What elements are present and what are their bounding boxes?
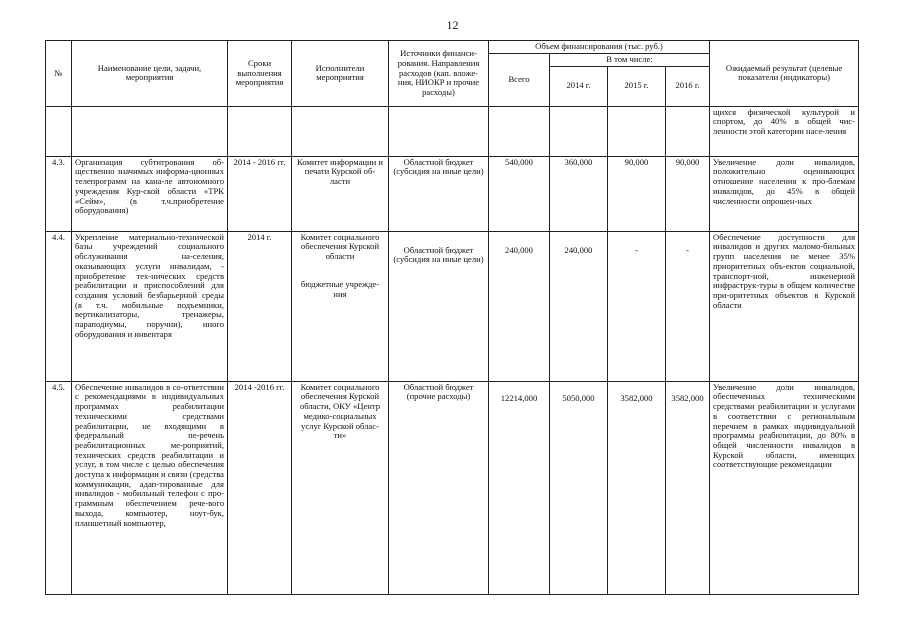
header-total: Всего bbox=[489, 54, 550, 107]
row-executors-main: Комитет социального обеспечения Курской области bbox=[300, 231, 380, 262]
row-terms bbox=[228, 106, 292, 156]
header-including: В том числе: bbox=[550, 54, 710, 67]
header-no: № bbox=[46, 41, 72, 107]
row-name: Организация субтитрования об-щественно значимых информа-ционных телепрограмм на кана-ле автономного учреждения Кур-ской области «ТРК «Сейм», (в т.ч.приобретение оборудования) bbox=[72, 156, 228, 231]
header-terms: Сроки выполнения мероприятия bbox=[228, 41, 292, 107]
row-total: 540,000 bbox=[489, 156, 550, 231]
row-result: Увеличение доли инвалидов, обеспеченных техническими средствами реабилитации и услугами в соответствии с региональным перечнем в рамках индивидуальной программы реабилитации, до 80% в общей численности инвалидов в Курской области, имеющих соответствующие рекомендации bbox=[710, 381, 859, 594]
row-no bbox=[46, 106, 72, 156]
row-result: щихся физической культурой и спортом, до 40% в общей чис-ленности этой категории насе-ления bbox=[710, 106, 859, 156]
row-no: 4.3. bbox=[46, 156, 72, 231]
header-2014: 2014 г. bbox=[550, 66, 608, 106]
header-result: Ожидаемый результат (целевые показатели (индикаторы) bbox=[710, 41, 859, 107]
row-name bbox=[72, 106, 228, 156]
table-row bbox=[46, 156, 859, 231]
table-row bbox=[46, 231, 859, 381]
table-row bbox=[46, 106, 859, 156]
row-2014: 5050,000 bbox=[550, 381, 608, 594]
row-executors: Комитет социального обеспечения Курской области, ОКУ «Центр медико-социальных услуг Курской облас-ти» bbox=[292, 381, 389, 594]
row-2014: 240,000 bbox=[550, 231, 608, 381]
row-no: 4.4. bbox=[46, 231, 72, 381]
row-2015: - bbox=[608, 231, 666, 381]
row-result: Увеличение доли инвалидов, положительно оценивающих отношение населения к про-блемам инвалидов, до 45% в общей численности опрошен-ных bbox=[710, 156, 859, 231]
header-funding: Объем финансирования (тыс. руб.) bbox=[489, 41, 710, 54]
row-2015: 90,000 bbox=[608, 156, 666, 231]
row-2016: 3582,000 bbox=[666, 381, 710, 594]
row-executors: Комитет информации и печати Курской об-ласти bbox=[292, 156, 389, 231]
row-sources: Областной бюджет (прочие расходы) bbox=[389, 381, 489, 594]
row-executors-secondary: бюджетные учрежде-ния bbox=[300, 278, 380, 299]
row-total: 240,000 bbox=[489, 231, 550, 381]
row-name: Обеспечение инвалидов в со-ответствии с рекомендациями в индивидуальных программах реабилитации техническими средствами реабилитации, не входящими в федеральный пе-речень реабилитационных ме-роприятий, технических средств реабилитации и услуг, в том числе с целью обеспечения доступа к информации и связи (средства коммуникации, адап-тированные для инвалидов - мобильный телефон с про-граммным обеспечением рече-вого выхода, компьютер, ноут-бук, планшетный компьютер, bbox=[72, 381, 228, 594]
row-terms: 2014 -2016 гг. bbox=[228, 381, 292, 594]
row-2016 bbox=[666, 106, 710, 156]
row-2014: 360,000 bbox=[550, 156, 608, 231]
row-name: Укрепление материально-технической базы учреждений социального обслуживания на-селения, оказывающих услуги инвалидам, - приобретение тех-нических средств реабилитации и приспособлений для создания условий безбарьерной среды (в т.ч. мобильные подъемники, вертикализаторы, тренажеры, параподиумы, поручни), иного оборудования и инвентаря bbox=[72, 231, 228, 381]
header-sources: Источники финанси-рования. Направления расходов (кап. вложе-ния, НИОКР и прочие расходы) bbox=[389, 41, 489, 107]
row-total bbox=[489, 106, 550, 156]
row-total: 12214,000 bbox=[489, 381, 550, 594]
header-2015: 2015 г. bbox=[608, 66, 666, 106]
row-terms: 2014 г. bbox=[228, 231, 292, 381]
row-2015: 3582,000 bbox=[608, 381, 666, 594]
row-no: 4.5. bbox=[46, 381, 72, 594]
row-2016: - bbox=[666, 231, 710, 381]
row-sources bbox=[389, 106, 489, 156]
header-name: Наименование цели, задачи, мероприятия bbox=[72, 41, 228, 107]
row-sources: Областной бюджет (субсидия на иные цели) bbox=[389, 156, 489, 231]
row-2014 bbox=[550, 106, 608, 156]
row-executors bbox=[292, 106, 389, 156]
row-2015 bbox=[608, 106, 666, 156]
row-terms: 2014 - 2016 гг. bbox=[228, 156, 292, 231]
funding-table bbox=[45, 40, 859, 595]
row-result: Обеспечение доступности для инвалидов и других маломо-бильных групп населения не менее 35% приоритетных объ-ектов социальной, транспорт-ной, инженерной инфраструк-туры в общем количестве при-оритетных объектов в Курской области bbox=[710, 231, 859, 381]
row-sources: Областной бюджет (субсидия на иные цели) bbox=[389, 231, 489, 381]
header-2016: 2016 г. bbox=[666, 66, 710, 106]
row-executors bbox=[292, 231, 389, 381]
header-executors: Исполнители мероприятия bbox=[292, 41, 389, 107]
row-2016: 90,000 bbox=[666, 156, 710, 231]
page-number: 12 bbox=[446, 18, 459, 32]
table-row bbox=[46, 381, 859, 594]
